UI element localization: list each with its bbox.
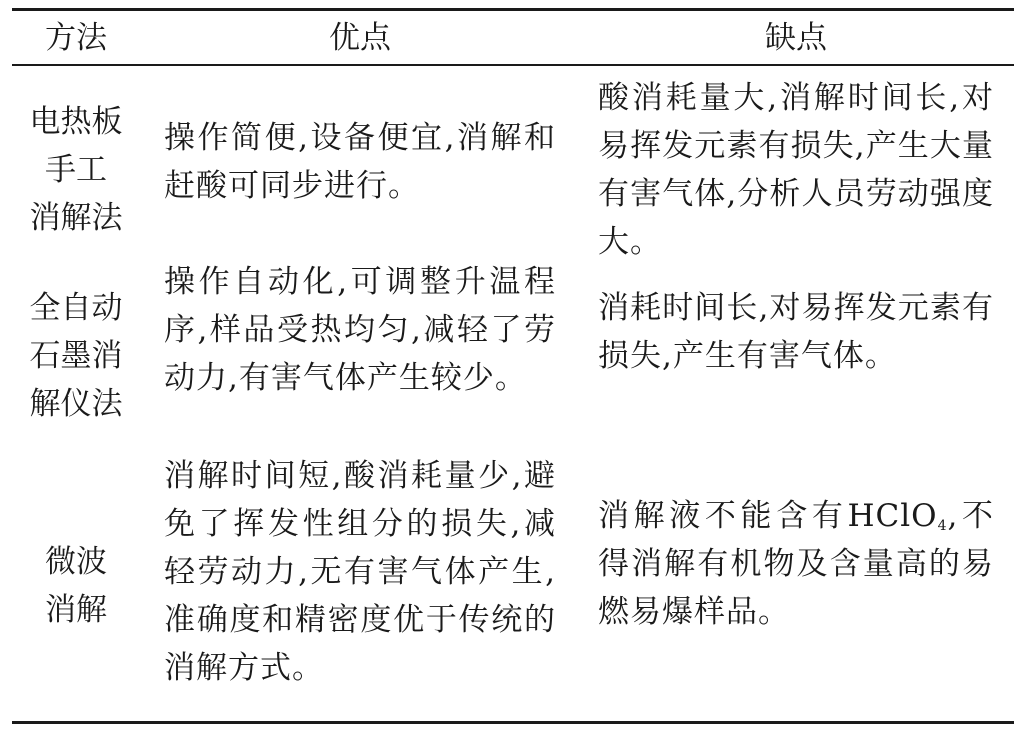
row-3-disadvantages	[598, 492, 994, 636]
formula-main: HClO	[847, 498, 938, 534]
table-header-rule	[12, 64, 1014, 66]
header-advantages: 优点	[329, 20, 391, 56]
formula-hclo4	[847, 498, 947, 534]
row-1-method: 电热板 手工 消解法	[29, 104, 123, 236]
header-disadvantages: 缺点	[765, 20, 827, 56]
table-top-rule	[12, 8, 1014, 11]
row-2-method: 全自动 石墨消 解仪法	[29, 290, 123, 422]
row-3-method: 微波 消解	[45, 544, 107, 628]
formula-subscript: 4	[937, 518, 948, 534]
row-3-disadvantages-post: ,不得消解有机物及含量高的易燃易爆样品。	[598, 498, 994, 630]
row-2-advantages: 操作自动化,可调整升温程序,样品受热均匀,减轻了劳动力,有害气体产生较少。	[164, 264, 556, 396]
header-method: 方法	[45, 20, 107, 56]
table-bottom-rule	[12, 721, 1014, 724]
row-3-advantages: 消解时间短,酸消耗量少,避免了挥发性组分的损失,减轻劳动力,无有害气体产生,准确度和精密度优于传统的消解方式。	[164, 458, 556, 686]
row-1-disadvantages: 酸消耗量大,消解时间长,对易挥发元素有损失,产生大量有害气体,分析人员劳动强度大。	[598, 80, 994, 260]
row-1-advantages: 操作简便,设备便宜,消解和赶酸可同步进行。	[164, 120, 556, 204]
row-3-disadvantages-pre: 消解液不能含有	[598, 498, 848, 534]
row-2-disadvantages: 消耗时间长,对易挥发元素有损失,产生有害气体。	[598, 290, 994, 374]
